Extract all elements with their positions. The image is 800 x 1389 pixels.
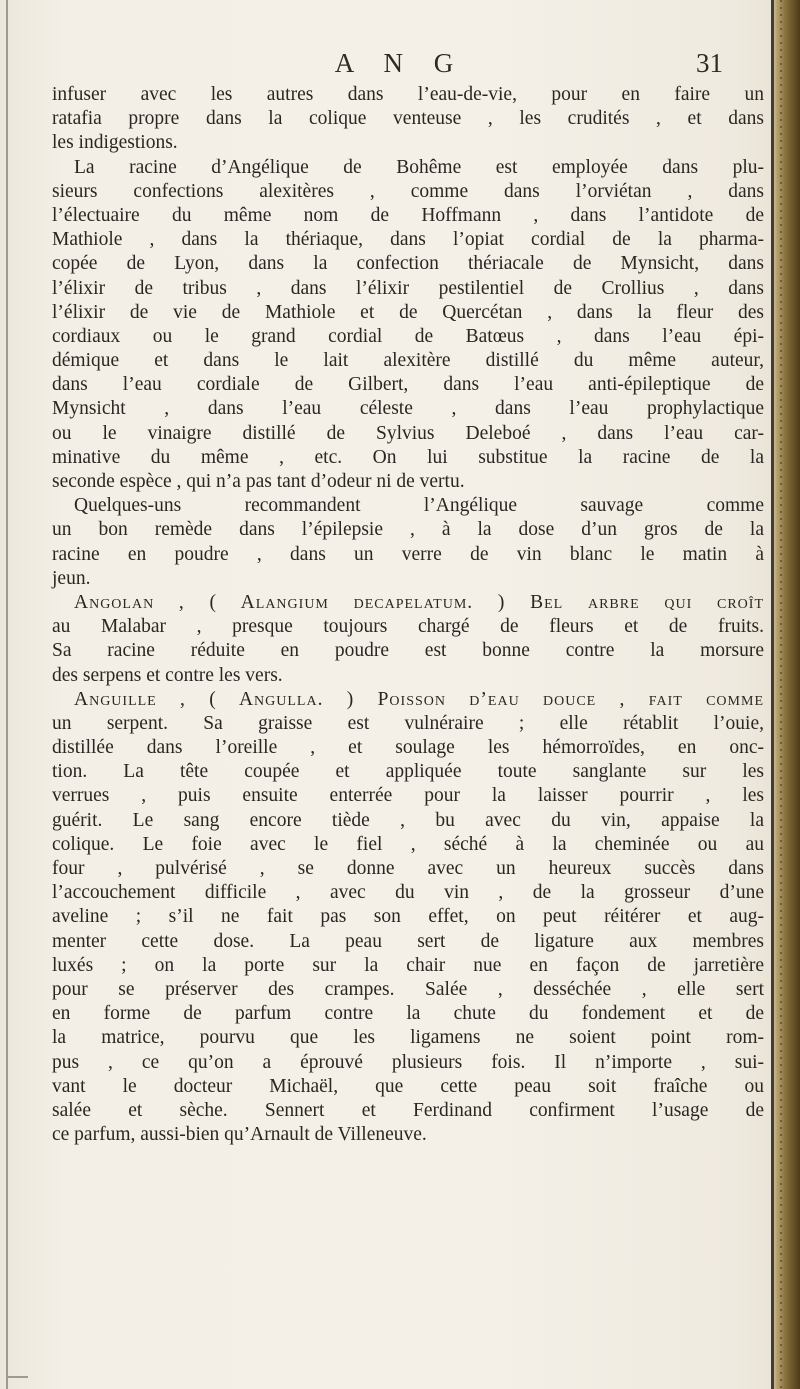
text-line: pour se préserver des crampes. Salée , desséchée , elle sert	[52, 978, 764, 1000]
text-line: Mynsicht , dans l’eau céleste , dans l’eau prophylactique	[52, 398, 764, 420]
text-line: distillée dans l’oreille , et soulage les hémorroïdes, en onc-	[52, 737, 764, 759]
text-line: pus , ce qu’on a éprouvé plusieurs fois. Il n’importe , sui-	[52, 1051, 764, 1073]
text-line: four , pulvérisé , se donne avec un heureux succès dans	[52, 858, 764, 879]
text-line: racine en poudre , dans un verre de vin blanc le matin à	[52, 543, 764, 565]
text-line: salée et sèche. Sennert et Ferdinand confirment l’usage de	[52, 1099, 764, 1121]
text-line: Mathiole , dans la thériaque, dans l’opiat cordial de la pharma-	[52, 229, 764, 251]
text-line: La racine d’Angélique de Bohême est employée dans plu-	[74, 156, 764, 178]
body-text	[52, 83, 764, 1147]
text-line: l’élixir de vie de Mathiole et de Quercétan , dans la fleur des	[52, 301, 764, 323]
text-line: dans l’eau cordiale de Gilbert, dans l’eau anti-épileptique de	[52, 374, 764, 396]
text-line: ce parfum, aussi-bien qu’Arnault de Villeneuve.	[52, 1124, 427, 1146]
text-line: la matrice, pourvu que les ligamens ne soient point rom-	[52, 1027, 764, 1049]
page-header	[0, 48, 800, 88]
text-line: vant le docteur Michaël, que cette peau soit fraîche ou	[52, 1075, 764, 1097]
page-number: 31	[696, 48, 723, 78]
text-line: les indigestions.	[52, 132, 178, 154]
text-line: colique. Le foie avec le fiel , séché à la cheminée ou au	[52, 833, 764, 855]
text-line: démique et dans le lait alexitère distillé du même auteur,	[52, 350, 764, 372]
text-line: des serpens et contre les vers.	[52, 664, 283, 686]
text-line: ou le vinaigre distillé de Sylvius Deleboé , dans l’eau car-	[52, 422, 764, 444]
text-line: infuser avec les autres dans l’eau-de-vie, pour en faire un	[52, 84, 764, 105]
text-line: menter cette dose. La peau sert de ligature aux membres	[52, 930, 764, 952]
text-line: guérit. Le sang encore tiède , bu avec du vin, appaise la	[52, 809, 764, 831]
text-line: un serpent. Sa graisse est vulnéraire ; elle rétablit l’ouie,	[52, 712, 764, 734]
text-line: en forme de parfum contre la chute du fondement et de	[52, 1003, 764, 1025]
text-line: tion. La tête coupée et appliquée toute sanglante sur les	[52, 761, 764, 783]
text-line: au Malabar , presque toujours chargé de fleurs et de fruits.	[52, 616, 764, 638]
running-head: A N G	[334, 48, 466, 78]
text-line: l’électuaire du même nom de Hoffmann , dans l’antidote de	[52, 204, 764, 226]
text-line: jeun.	[52, 567, 91, 589]
page-edge-rule-foot	[6, 1376, 28, 1378]
entry-anguille: Anguille , ( Angulla. ) Poisson d’eau douce , fait comme	[74, 688, 764, 710]
text-line: verrues , puis ensuite enterrée pour la laisser pourrir , les	[52, 785, 764, 807]
text-line: ratafia propre dans la colique venteuse , les crudités , et dans	[52, 108, 764, 130]
text-line: un bon remède dans l’épilepsie , à la dose d’un gros de la	[52, 519, 764, 541]
book-spine	[771, 0, 800, 1389]
text-line: Quelques-uns recommandent l’Angélique sauvage comme	[74, 495, 764, 517]
page-edge-rule	[6, 0, 8, 1389]
entry-angolan: Angolan , ( Alangium decapelatum. ) Bel arbre qui croît	[74, 591, 764, 613]
text-line: sieurs confections alexitères , comme dans l’orviétan , dans	[52, 180, 764, 202]
text-line: l’élixir de tribus , dans l’élixir pestilentiel de Crollius , dans	[52, 277, 764, 299]
text-line: Sa racine réduite en poudre est bonne contre la morsure	[52, 640, 764, 662]
text-line: l’accouchement difficile , avec du vin , de la grosseur d’une	[52, 882, 764, 904]
text-line: aveline ; s’il ne fait pas son effet, on peut réitérer et aug-	[52, 906, 764, 928]
text-line: luxés ; on la porte sur la chair nue en façon de jarretière	[52, 954, 764, 976]
text-line: cordiaux ou le grand cordial de Batœus , dans l’eau épi-	[52, 325, 764, 347]
text-line: seconde espèce , qui n’a pas tant d’odeur ni de vertu.	[52, 471, 465, 492]
text-line: copée de Lyon, dans la confection thériacale de Mynsicht, dans	[52, 253, 764, 275]
text-line: minative du même , etc. On lui substitue la racine de la	[52, 446, 764, 468]
